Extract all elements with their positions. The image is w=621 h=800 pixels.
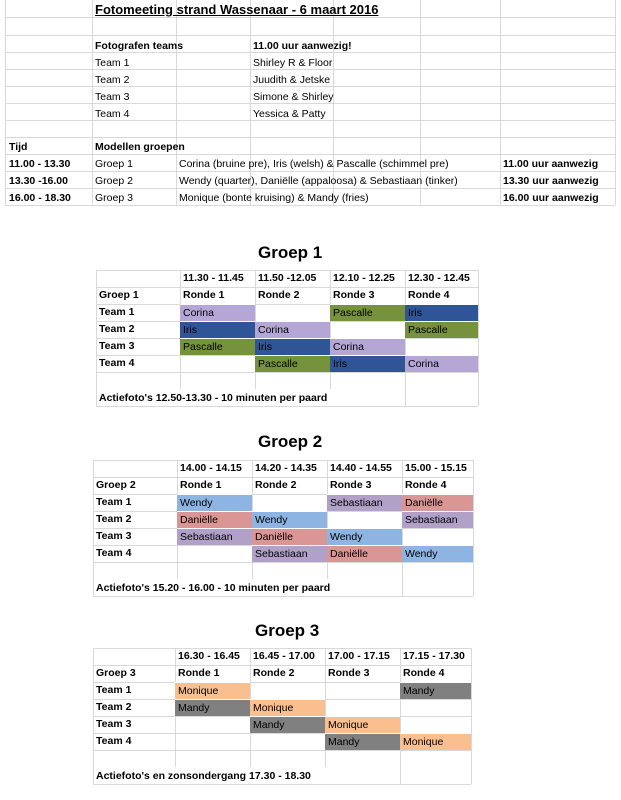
time-slot-header: 11.50 -12.05: [258, 272, 317, 284]
schedule-cell: Monique: [325, 716, 400, 733]
schedule-cell: Corina: [180, 304, 255, 321]
team-label: Team 3: [99, 340, 135, 352]
team-members: Shirley R & Floor: [253, 57, 333, 69]
schedule-cell: [327, 511, 402, 528]
model-groups-header: Modellen groepen: [95, 141, 185, 153]
team-label: Team 3: [95, 91, 130, 103]
group-arrival: 16.00 uur aanwezig: [503, 192, 599, 204]
team-label: Team 3: [96, 718, 132, 730]
schedule-cell: Daniëlle: [177, 511, 252, 528]
group-label: Groep 1: [95, 158, 133, 170]
time-slot-header: 11.30 - 11.45: [183, 272, 244, 284]
schedule-cell: Daniëlle: [327, 545, 402, 562]
schedule-cell: Iris: [330, 355, 405, 372]
time-header: Tijd: [9, 141, 28, 153]
team-label: Team 1: [96, 496, 132, 508]
schedule-cell: [180, 355, 255, 372]
photographers-header: Fotografen teams: [95, 40, 184, 52]
schedule-cell: Daniëlle: [252, 528, 327, 545]
schedule-cell: Monique: [400, 733, 471, 750]
team-label: Team 4: [95, 108, 130, 120]
schedule-cell: Sebastiaan: [327, 494, 402, 511]
schedule-cell: Daniëlle: [402, 494, 473, 511]
schedule-cell: [325, 699, 400, 716]
group-label: Groep 3: [96, 667, 136, 679]
schedule-cell: Mandy: [325, 733, 400, 750]
time-slot-header: 15.00 - 15.15: [405, 462, 467, 474]
group-1-heading: Groep 1: [258, 243, 323, 262]
round-header: Ronde 3: [328, 667, 370, 679]
schedule-cell: Sebastiaan: [402, 511, 473, 528]
time-slot-header: 12.30 - 12.45: [408, 272, 470, 284]
time-slot-header: 17.00 - 17.15: [328, 650, 390, 662]
gridline: [473, 460, 474, 579]
gridline: [473, 579, 474, 596]
group-models: Wendy (quarter), Daniëlle (appaloosa) & Sebastiaan (tinker): [179, 175, 458, 187]
team-label: Team 1: [96, 684, 132, 696]
time-slot-header: 14.00 - 14.15: [180, 462, 242, 474]
gridline: [5, 35, 615, 36]
schedule-cell: Corina: [405, 355, 478, 372]
round-header: Ronde 4: [405, 479, 447, 491]
group-3-heading: Groep 3: [255, 621, 320, 640]
schedule-cell: Corina: [330, 338, 405, 355]
page-title: Fotomeeting strand Wassenaar - 6 maart 2016: [95, 2, 379, 17]
team-label: Team 4: [96, 547, 132, 559]
gridline: [93, 562, 473, 563]
round-header: Ronde 3: [333, 289, 375, 301]
schedule-cell: Sebastiaan: [252, 545, 327, 562]
gridline: [5, 137, 615, 138]
round-header: Ronde 1: [183, 289, 225, 301]
team-members: Yessica & Patty: [253, 108, 326, 120]
group-label: Groep 2: [95, 175, 133, 187]
schedule-cell: Iris: [180, 321, 255, 338]
group-label: Groep 3: [95, 192, 133, 204]
group-label: Groep 1: [99, 289, 139, 301]
gridline: [478, 270, 479, 389]
schedule-cell: [405, 338, 478, 355]
schedule-cell: Pascalle: [405, 321, 478, 338]
schedule-cell: [250, 733, 325, 750]
schedule-cell: Pascalle: [255, 355, 330, 372]
team-label: Team 2: [96, 701, 132, 713]
group-arrival: 13.30 uur aanwezig: [503, 175, 599, 187]
group-models: Corina (bruine pre), Iris (welsh) & Pascalle (schimmel pre): [179, 158, 449, 170]
action-photos-note: Actiefoto's 12.50-13.30 - 10 minuten per paard: [99, 392, 328, 404]
gridline: [176, 0, 177, 205]
team-label: Team 2: [99, 323, 135, 335]
photographers-arrival: 11.00 uur aanwezig!: [253, 40, 352, 52]
round-header: Ronde 1: [180, 479, 222, 491]
schedule-cell: Wendy: [402, 545, 473, 562]
group-arrival: 11.00 uur aanwezig: [503, 158, 599, 170]
schedule-cell: Wendy: [327, 528, 402, 545]
schedule-cell: Wendy: [252, 511, 327, 528]
team-label: Team 1: [99, 306, 135, 318]
schedule-cell: Corina: [255, 321, 330, 338]
team-label: Team 1: [95, 57, 130, 69]
team-label: Team 2: [96, 513, 132, 525]
action-photos-note: Actiefoto's en zonsondergang 17.30 - 18.30: [96, 770, 311, 782]
round-header: Ronde 2: [258, 289, 300, 301]
group-2-schedule: [93, 460, 473, 596]
group-1-schedule: [96, 270, 478, 406]
schedule-cell: Pascalle: [180, 338, 255, 355]
schedule-cell: [325, 682, 400, 699]
group-3-schedule: [93, 648, 471, 784]
team-label: Team 4: [96, 735, 132, 747]
time-slot: 13.30 -16.00: [9, 175, 68, 187]
gridline: [471, 767, 472, 784]
round-header: Ronde 3: [330, 479, 372, 491]
schedule-cell: [400, 716, 471, 733]
schedule-cell: [175, 716, 250, 733]
schedule-cell: Mandy: [400, 682, 471, 699]
schedule-cell: [177, 545, 252, 562]
round-header: Ronde 2: [255, 479, 297, 491]
round-header: Ronde 1: [178, 667, 220, 679]
time-slot-header: 16.45 - 17.00: [253, 650, 315, 662]
gridline: [93, 750, 471, 751]
gridline: [615, 0, 616, 205]
team-label: Team 4: [99, 357, 135, 369]
schedule-cell: Monique: [175, 682, 250, 699]
gridline: [500, 0, 501, 205]
team-members: Simone & Shirley: [253, 91, 334, 103]
schedule-cell: Mandy: [175, 699, 250, 716]
schedule-cell: [175, 733, 250, 750]
group-2-heading: Groep 2: [258, 432, 323, 451]
schedule-cell: [402, 528, 473, 545]
time-slot: 16.00 - 18.30: [9, 192, 71, 204]
gridline: [92, 0, 93, 205]
time-slot-header: 14.40 - 14.55: [330, 462, 392, 474]
team-label: Team 2: [95, 74, 130, 86]
group-label: Groep 2: [96, 479, 136, 491]
schedule-cell: Iris: [405, 304, 478, 321]
schedule-cell: Pascalle: [330, 304, 405, 321]
team-label: Team 3: [96, 530, 132, 542]
time-slot: 11.00 - 13.30: [9, 158, 71, 170]
schedule-cell: Sebastiaan: [177, 528, 252, 545]
schedule-cell: Iris: [255, 338, 330, 355]
action-photos-note: Actiefoto's 15.20 - 16.00 - 10 minuten per paard: [96, 582, 331, 594]
team-members: Juudith & Jetske: [253, 74, 331, 86]
time-slot-header: 17.15 - 17.30: [403, 650, 465, 662]
schedule-cell: Mandy: [250, 716, 325, 733]
schedule-cell: [400, 699, 471, 716]
gridline: [471, 648, 472, 767]
schedule-cell: Monique: [250, 699, 325, 716]
time-slot-header: 14.20 - 14.35: [255, 462, 317, 474]
time-slot-header: 16.30 - 16.45: [178, 650, 240, 662]
schedule-cell: [250, 682, 325, 699]
round-header: Ronde 2: [253, 667, 295, 679]
gridline: [96, 372, 478, 373]
round-header: Ronde 4: [408, 289, 450, 301]
schedule-cell: [330, 321, 405, 338]
schedule-cell: [252, 494, 327, 511]
time-slot-header: 12.10 - 12.25: [333, 272, 395, 284]
group-models: Monique (bonte kruising) & Mandy (fries): [179, 192, 369, 204]
gridline: [5, 0, 6, 205]
schedule-cell: [255, 304, 330, 321]
gridline: [478, 389, 479, 406]
round-header: Ronde 4: [403, 667, 445, 679]
schedule-cell: Wendy: [177, 494, 252, 511]
